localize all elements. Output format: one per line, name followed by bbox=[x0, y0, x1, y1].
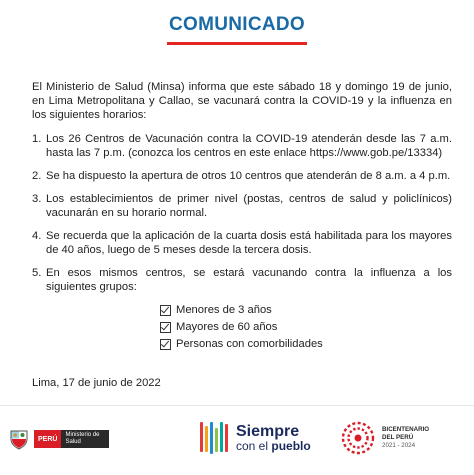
siempre-line2 bbox=[236, 440, 311, 453]
groups-list bbox=[160, 303, 452, 351]
group-label: Menores de 3 años bbox=[176, 304, 272, 316]
bicentenario-sun-icon bbox=[338, 418, 378, 458]
list-item-text: En esos mismos centros, se estará vacunando contra la influenza a los siguientes grupos: bbox=[46, 267, 452, 293]
bicentenario-text bbox=[382, 426, 429, 450]
list-item bbox=[32, 192, 452, 220]
footer bbox=[0, 405, 474, 475]
checkbox-checked-icon bbox=[160, 322, 171, 333]
minsa-wordmark bbox=[34, 430, 109, 448]
list-item-text: Se ha dispuesto la apertura de otros 10 centros que atenderán de 8 a.m. a 4 p.m. bbox=[46, 170, 451, 182]
siempre-line2-a: con el bbox=[236, 439, 272, 453]
minsa-logo bbox=[8, 428, 109, 450]
list-item-number: 1. bbox=[32, 133, 42, 145]
page-title: COMUNICADO bbox=[167, 14, 307, 45]
title-wrap bbox=[0, 14, 474, 45]
list-item-text: Los establecimientos de primer nivel (postas, centros de salud y policlínicos) vacunarán en su horario normal. bbox=[46, 193, 452, 219]
group-label: Mayores de 60 años bbox=[176, 321, 278, 333]
communique-body bbox=[32, 80, 452, 354]
list-item bbox=[32, 266, 452, 294]
list-item bbox=[32, 169, 452, 183]
list-item-text: Se recuerda que la aplicación de la cuarta dosis está habilitada para los mayores de 40 años, luego de 5 meses desde la tercera dosis. bbox=[46, 230, 452, 256]
group-item bbox=[160, 320, 452, 334]
intro-paragraph: El Ministerio de Salud (Minsa) informa que este sábado 18 y domingo 19 de junio, en Lima Metropolitana y Callao, se vacunará contra la COVID-19 y la influenza en los siguientes horarios: bbox=[32, 81, 452, 121]
list-item bbox=[32, 229, 452, 257]
bicentenario-logo bbox=[338, 418, 429, 458]
bicen-line2: DEL PERÚ bbox=[382, 434, 414, 441]
bicen-years: 2021 - 2024 bbox=[382, 442, 416, 449]
colored-bars-icon bbox=[200, 422, 230, 454]
checkbox-checked-icon bbox=[160, 305, 171, 316]
minsa-peru-label: PERÚ bbox=[34, 430, 61, 448]
siempre-con-el-pueblo-logo bbox=[200, 422, 311, 454]
siempre-line2-b: pueblo bbox=[271, 439, 311, 453]
bicen-line1: BICENTENARIO bbox=[382, 426, 430, 433]
group-item bbox=[160, 337, 452, 351]
list-item bbox=[32, 132, 452, 160]
list-item-number: 2. bbox=[32, 170, 42, 182]
group-item bbox=[160, 303, 452, 317]
points-list bbox=[32, 132, 452, 294]
list-item-number: 5. bbox=[32, 267, 42, 279]
date-line: Lima, 17 de junio de 2022 bbox=[32, 377, 161, 389]
siempre-text bbox=[236, 423, 311, 453]
list-item-number: 4. bbox=[32, 230, 42, 242]
siempre-line1: Siempre bbox=[236, 423, 300, 440]
list-item-number: 3. bbox=[32, 193, 42, 205]
minsa-name-label: Ministerio de Salud bbox=[61, 430, 109, 448]
peru-coat-of-arms-icon bbox=[8, 428, 30, 450]
group-label: Personas con comorbilidades bbox=[176, 338, 323, 350]
list-item-text: Los 26 Centros de Vacunación contra la COVID-19 atenderán desde las 7 a.m. hasta las 7 p.m. (conozca los centros en este enlace https://www.gob.pe/13334) bbox=[46, 133, 452, 159]
checkbox-checked-icon bbox=[160, 339, 171, 350]
